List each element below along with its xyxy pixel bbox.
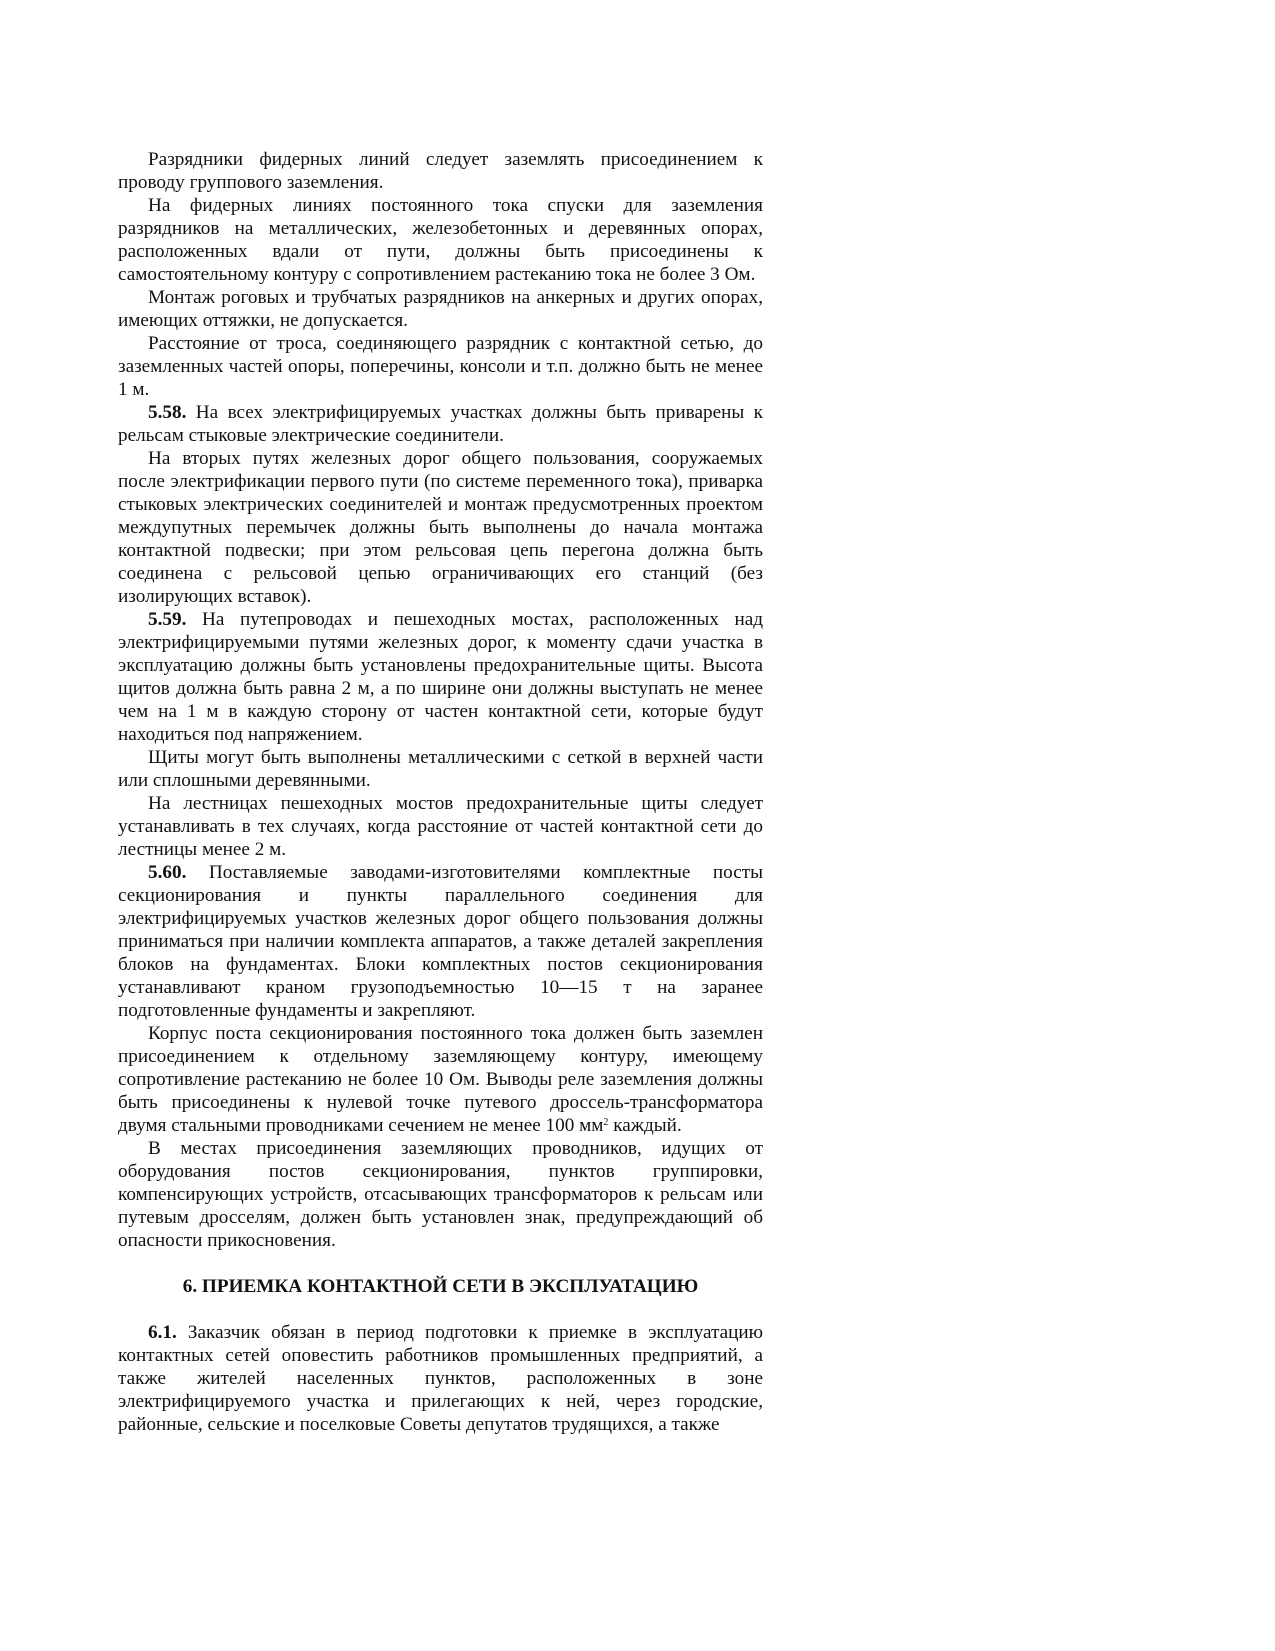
paragraph	[118, 194, 763, 286]
paragraph	[118, 447, 763, 608]
superscript: 2	[603, 1117, 609, 1128]
paragraph	[118, 286, 763, 332]
paragraph-text: На лестницах пешеходных мостов предохранительные щиты следует устанавливать в тех случаях, когда расстояние от частей контактной сети до лестницы менее 2 м.	[118, 793, 763, 860]
paragraph	[118, 1022, 763, 1137]
section-heading: 6. ПРИЕМКА КОНТАКТНОЙ СЕТИ В ЭКСПЛУАТАЦИЮ	[182, 1276, 699, 1297]
clause-number: 5.60.	[148, 862, 187, 883]
clause-number: 5.58.	[148, 402, 187, 423]
paragraph-text: На вторых путях железных дорог общего пользования, сооружаемых после электрификации первого пути (по системе переменного тока), приварка стыковых электрических соединителей и монтаж предусмотренных проектом междупутных перемычек должны быть выполнены до начала монтажа контактной подвески; при этом рельсовая цепь перегона должна быть соединена с рельсовой цепью ограничивающих его станций (без изолирующих вставок).	[118, 448, 763, 607]
paragraph-6-1	[118, 1321, 763, 1436]
paragraph-text: Монтаж роговых и трубчатых разрядников на анкерных и других опорах, имеющих оттяжки, не допускается.	[118, 287, 763, 331]
paragraph-5-59	[118, 608, 763, 746]
paragraph-5-58	[118, 401, 763, 447]
paragraph-text-tail: каждый.	[608, 1115, 682, 1136]
paragraph	[118, 1137, 763, 1252]
paragraph	[118, 148, 763, 194]
paragraph-text: Корпус поста секционирования постоянного тока должен быть заземлен присоединением к отдельному заземляющему контуру, имеющему сопротивление растеканию не более 10 Ом. Выводы реле заземления должны быть присоединены к нулевой точке путевого дроссель-трансформатора двумя стальными проводниками сечением не менее 100 мм	[118, 1023, 763, 1136]
paragraph-text: На путепроводах и пешеходных мостах, расположенных над электрифицируемыми путями железных дорог, к моменту сдачи участка в эксплуатацию должны быть установлены предохранительные щиты. Высота щитов должна быть равна 2 м, а по ширине они должны выступать не менее чем на 1 м в каждую сторону от частен контактной сети, которые будут находиться под напряжением.	[118, 609, 764, 745]
paragraph	[118, 792, 763, 861]
paragraph-text: Поставляемые заводами-изготовителями комплектные посты секционирования и пункты параллельного соединения для электрифицируемых участков железных дорог общего пользования должны приниматься при наличии комплекта аппаратов, а также деталей закрепления блоков на фундаментах. Блоки комплектных постов секционирования устанавливают краном грузоподъемностью 10—15 т на заранее подготовленные фундаменты и закрепляют.	[118, 862, 763, 1021]
paragraph-5-60	[118, 861, 763, 1022]
paragraph	[118, 332, 763, 401]
paragraph-text: Расстояние от троса, соединяющего разрядник с контактной сетью, до заземленных частей опоры, поперечины, консоли и т.п. должно быть не менее 1 м.	[118, 333, 763, 400]
paragraph-text: В местах присоединения заземляющих проводников, идущих от оборудования постов секционирования, пунктов группировки, компенсирующих устройств, отсасывающих трансформаторов к рельсам или путевым дросселям, должен быть установлен знак, предупреждающий об опасности прикосновения.	[118, 1138, 763, 1251]
paragraph-text: Заказчик обязан в период подготовки к приемке в эксплуатацию контактных сетей оповестить работников промышленных предприятий, а также жителей населенных пунктов, расположенных в зоне электрифицируемого участка и прилегающих к ней, через городские, районные, сельские и поселковые Советы депутатов трудящихся, а также	[118, 1322, 764, 1435]
paragraph-text: Разрядники фидерных линий следует заземлять присоединением к проводу группового заземления.	[118, 149, 763, 193]
clause-number: 6.1.	[148, 1322, 177, 1343]
paragraph-text: На всех электрифицируемых участках должны быть приварены к рельсам стыковые электрические соединители.	[118, 402, 763, 446]
clause-number: 5.59.	[148, 609, 187, 630]
paragraph	[118, 746, 763, 792]
paragraph-text: На фидерных линиях постоянного тока спуски для заземления разрядников на металлических, железобетонных и деревянных опорах, расположенных вдали от пути, должны быть присоединены к самостоятельному контуру с сопротивлением растеканию тока не более 3 Ом.	[118, 195, 763, 285]
paragraph-text: Щиты могут быть выполнены металлическими с сеткой в верхней части или сплошными деревянными.	[118, 747, 763, 791]
document-body	[118, 148, 763, 1436]
